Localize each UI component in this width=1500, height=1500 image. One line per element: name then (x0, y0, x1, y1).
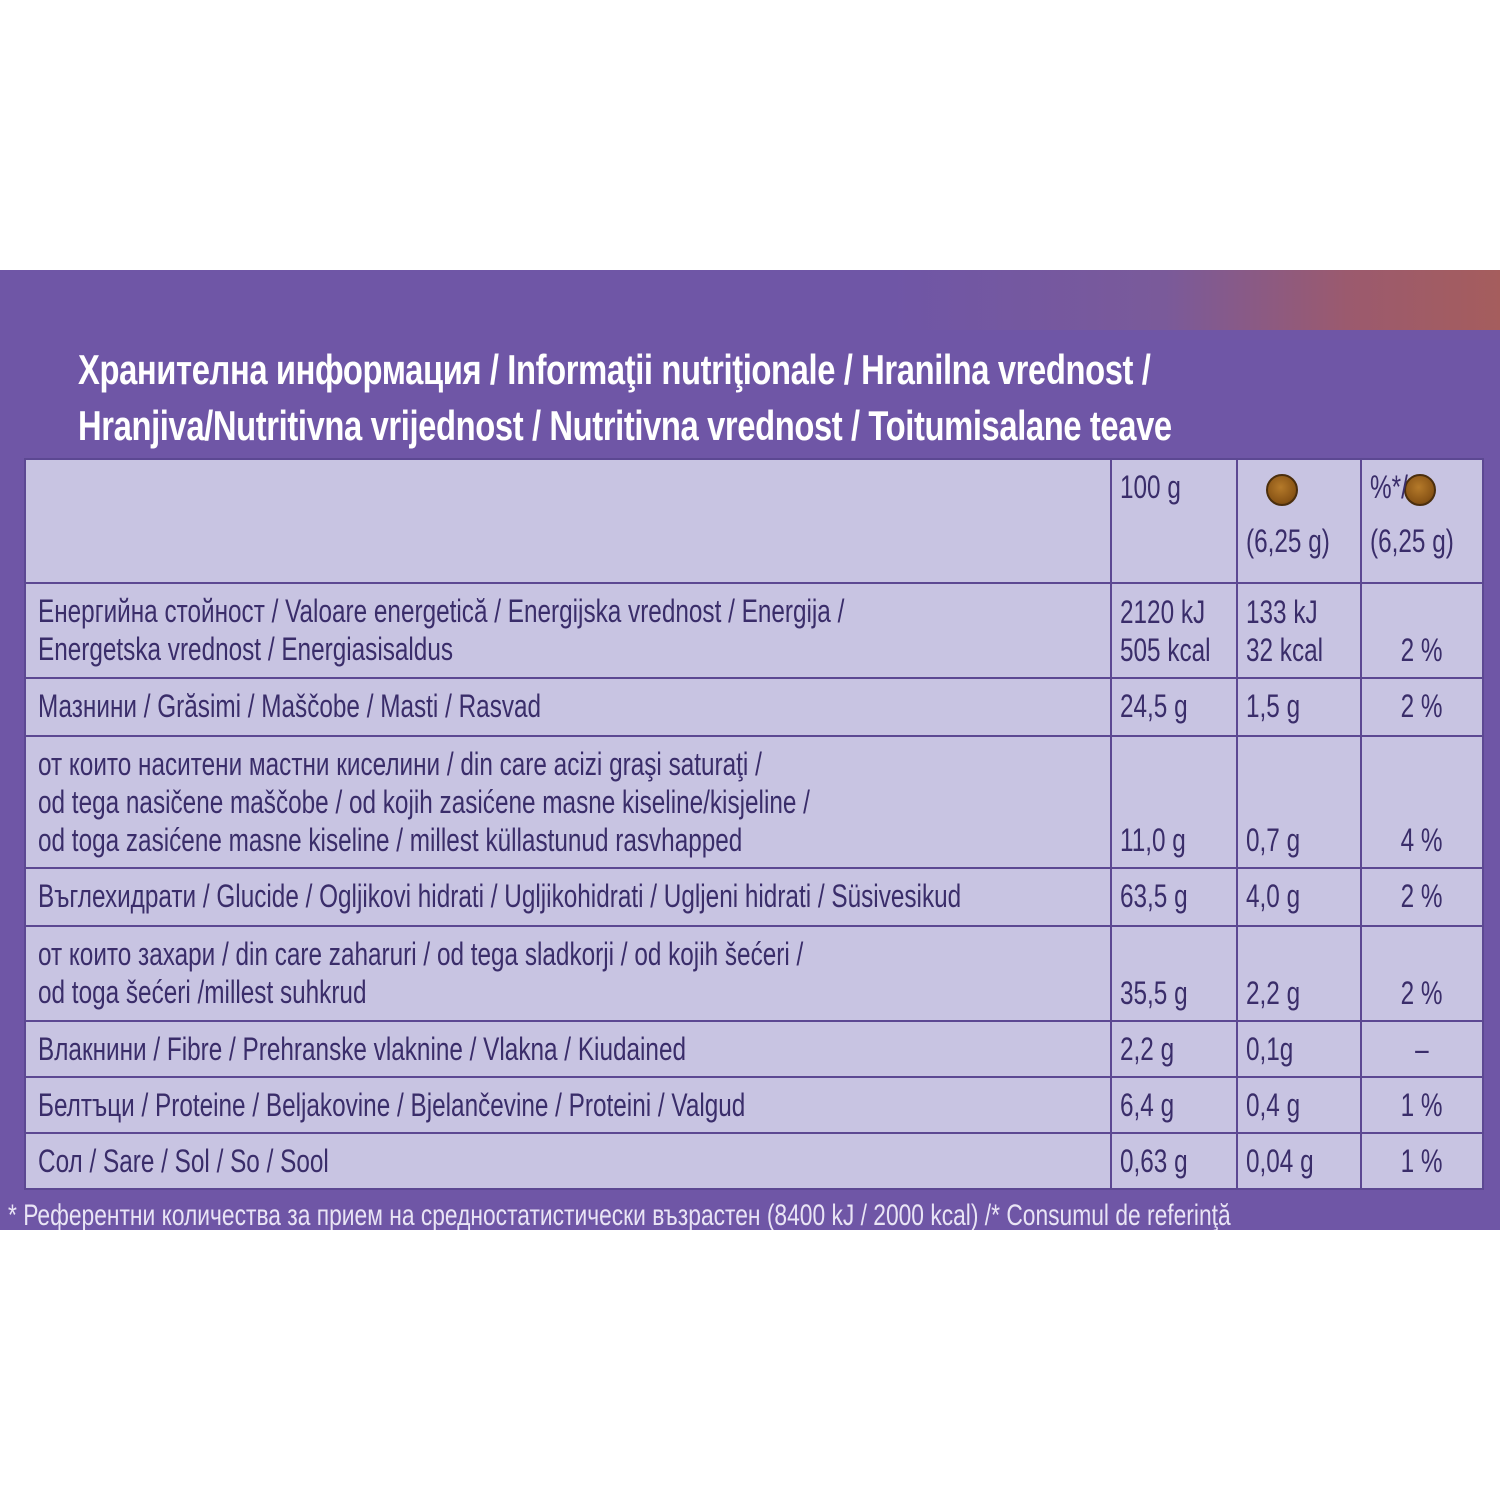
value-per-100g (1111, 1021, 1237, 1077)
value-per-portion (1237, 926, 1361, 1021)
package-panel (0, 270, 1500, 1230)
value-percent-ri (1361, 1077, 1483, 1133)
header-portion: (6,25 g) (1237, 459, 1361, 583)
nutrient-label (25, 868, 1111, 926)
value-percent-ri (1361, 1133, 1483, 1189)
value-per-portion-line: 1,5 g (1246, 688, 1301, 724)
value-per-100g-line: 63,5 g (1120, 878, 1188, 914)
nutrient-label-line: od tega nasičene maščobe / od kojih zasićene masne kiseline/kisjeline / (38, 784, 810, 820)
header-empty-cell (25, 459, 1111, 583)
portion-cookie-icon (1404, 474, 1436, 506)
nutrient-label-line: od toga šećeri /millest suhkrud (38, 974, 367, 1010)
value-per-100g-line: 24,5 g (1120, 688, 1188, 724)
value-percent-ri-line: 2 % (1401, 632, 1443, 668)
value-per-100g (1111, 583, 1237, 678)
table-row (25, 736, 1483, 868)
nutrient-label-line: od toga zasićene masne kiseline / millest küllastunud rasvhapped (38, 822, 743, 858)
nutrient-label-line: от които наситени мастни киселини / din care acizi graşi saturaţi / (38, 746, 762, 782)
value-per-100g-line: 6,4 g (1120, 1087, 1175, 1123)
value-per-100g-line: 505 kcal (1120, 632, 1211, 668)
table-header-row (25, 459, 1483, 583)
nutrient-label (25, 1077, 1111, 1133)
value-per-portion-line: 2,2 g (1246, 975, 1301, 1011)
value-per-portion (1237, 583, 1361, 678)
nutrient-label (25, 736, 1111, 868)
value-per-100g-line: 0,63 g (1120, 1143, 1188, 1179)
value-percent-ri-line: 4 % (1401, 822, 1443, 858)
value-per-100g (1111, 868, 1237, 926)
nutrient-label-line: Сол / Sare / Sol / So / Sool (38, 1143, 329, 1179)
table-row (25, 926, 1483, 1021)
value-per-portion-line: 4,0 g (1246, 878, 1301, 914)
header-pct: %*/ (6,25 g) (1361, 459, 1483, 583)
heading-line-1: Хранителна информация / Informaţii nutriţionale / Hranilna vrednost / (78, 346, 1151, 393)
table-row (25, 868, 1483, 926)
table-row (25, 1021, 1483, 1077)
table-row (25, 678, 1483, 736)
value-percent-ri-line: 1 % (1401, 1143, 1443, 1179)
value-per-100g (1111, 678, 1237, 736)
value-per-portion (1237, 1021, 1361, 1077)
value-percent-ri (1361, 583, 1483, 678)
value-percent-ri (1361, 1021, 1483, 1077)
portion-cookie-icon (1266, 474, 1298, 506)
value-per-portion-line: 0,04 g (1246, 1143, 1314, 1179)
value-percent-ri (1361, 678, 1483, 736)
nutrient-label-line: от които захари / din care zaharuri / od tega sladkorji / od kojih šećeri / (38, 936, 804, 972)
value-percent-ri-line: 1 % (1401, 1087, 1443, 1123)
value-percent-ri (1361, 926, 1483, 1021)
value-per-portion-line: 0,7 g (1246, 822, 1301, 858)
value-percent-ri-line: – (1415, 1031, 1429, 1067)
table-row (25, 1077, 1483, 1133)
header-per100: 100 g (1111, 459, 1237, 583)
value-per-100g (1111, 1133, 1237, 1189)
value-per-portion (1237, 1133, 1361, 1189)
nutrition-table-wrapper (24, 458, 1482, 1190)
value-per-portion-line: 0,4 g (1246, 1087, 1301, 1123)
nutrient-label-line: Мазнини / Grăsimi / Maščobe / Masti / Rasvad (38, 688, 542, 724)
value-per-portion-line: 0,1g (1246, 1031, 1294, 1067)
value-percent-ri-line: 2 % (1401, 975, 1443, 1011)
nutrient-label-line: Energetska vrednost / Energiasisaldus (38, 631, 454, 667)
value-per-100g-line: 2,2 g (1120, 1031, 1175, 1067)
value-per-100g-line: 2120 kJ (1120, 594, 1206, 630)
nutrient-label (25, 926, 1111, 1021)
nutrient-label-line: Въглехидрати / Glucide / Ogljikovi hidrati / Ugljikohidrati / Ugljeni hidrati / Süsivesikud (38, 878, 962, 914)
nutrient-label (25, 678, 1111, 736)
nutrient-label (25, 1133, 1111, 1189)
table-row (25, 1133, 1483, 1189)
value-per-100g-line: 35,5 g (1120, 975, 1188, 1011)
package-edge-strip (890, 270, 1500, 330)
value-per-100g (1111, 1077, 1237, 1133)
value-percent-ri-line: 2 % (1401, 878, 1443, 914)
table-row (25, 583, 1483, 678)
value-percent-ri (1361, 736, 1483, 868)
value-percent-ri (1361, 868, 1483, 926)
value-percent-ri-line: 2 % (1401, 688, 1443, 724)
value-per-portion (1237, 678, 1361, 736)
value-per-100g-line: 11,0 g (1120, 822, 1186, 858)
footnote: * Референтни количества за прием на средностатистически възрастен (8400 kJ / 2000 kcal) /* Consumul de referinţă (8, 1199, 1231, 1230)
nutrition-table (24, 458, 1484, 1190)
nutrient-label-line: Белтъци / Proteine / Beljakovine / Bjelančevine / Proteini / Valgud (38, 1087, 746, 1123)
value-per-portion (1237, 868, 1361, 926)
value-per-100g (1111, 926, 1237, 1021)
value-per-portion (1237, 1077, 1361, 1133)
value-per-portion-line: 32 kcal (1246, 632, 1324, 668)
value-per-portion (1237, 736, 1361, 868)
nutrient-label-line: Влакнини / Fibre / Prehranske vlaknine / Vlakna / Kiudained (38, 1031, 686, 1067)
heading-line-2: Hranjiva/Nutritivna vrijednost / Nutritivna vrednost / Toitumisalane teave (78, 402, 1172, 449)
value-per-portion-line: 133 kJ (1246, 594, 1318, 630)
nutrient-label (25, 583, 1111, 678)
nutrient-label (25, 1021, 1111, 1077)
nutrition-heading (78, 342, 1170, 454)
nutrient-label-line: Енергийна стойност / Valoare energetică / Energijska vrednost / Energija / (38, 593, 845, 629)
value-per-100g (1111, 736, 1237, 868)
